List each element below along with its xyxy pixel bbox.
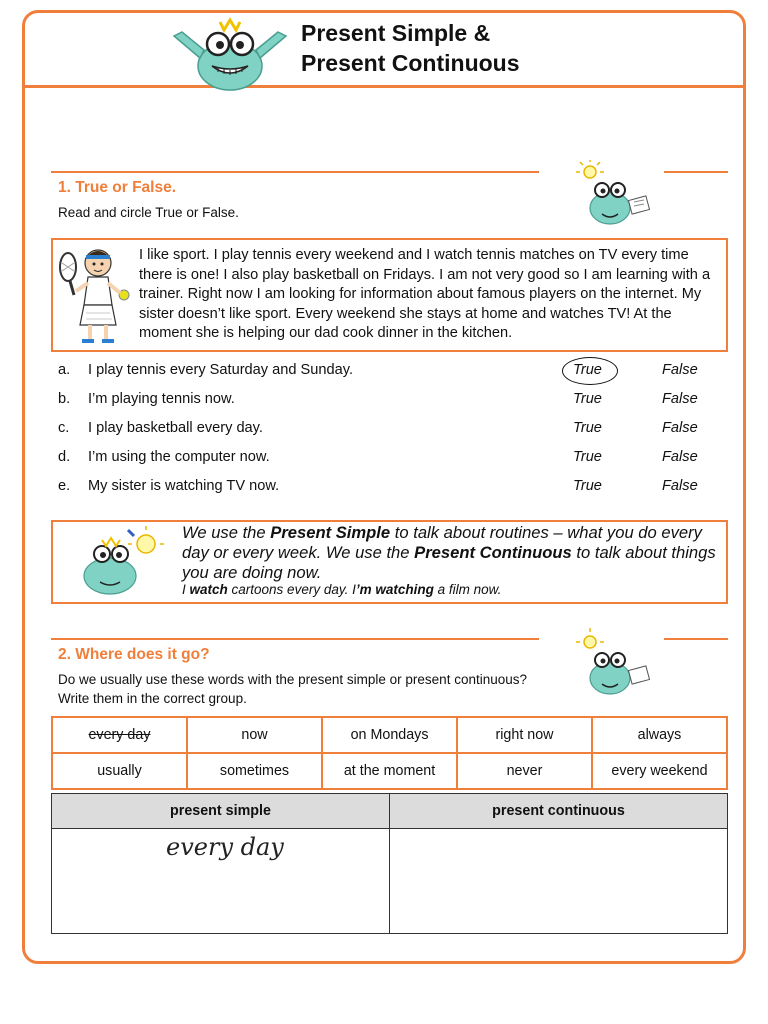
statement-row <box>58 391 728 413</box>
word-bank-table <box>51 716 728 790</box>
statement-row <box>58 420 728 442</box>
present-continuous-answer-cell[interactable] <box>390 829 728 934</box>
handwritten-answer: every day <box>166 833 284 861</box>
false-option[interactable]: False <box>662 449 698 465</box>
false-option[interactable]: False <box>662 420 698 436</box>
rule-part: We use the <box>182 523 271 542</box>
statement-letter: d. <box>58 449 71 465</box>
statement-text: I’m playing tennis now. <box>88 391 235 407</box>
word-cell: never <box>457 753 592 789</box>
true-option[interactable]: True <box>573 449 602 465</box>
true-option[interactable]: True <box>573 478 602 494</box>
word-cell: usually <box>52 753 187 789</box>
example-emphasis: ’m watching <box>355 582 434 597</box>
present-simple-answer-cell[interactable] <box>52 829 390 934</box>
grouping-table <box>51 793 728 934</box>
header-divider <box>25 85 743 88</box>
thinking-mascot-icon <box>76 526 164 598</box>
false-option[interactable]: False <box>662 391 698 407</box>
example-part: a film now. <box>433 582 502 597</box>
statement-letter: e. <box>58 478 71 494</box>
thinking-mascot-icon <box>572 628 658 698</box>
statement-text: I play tennis every Saturday and Sunday. <box>88 362 354 378</box>
rule-part: to talk about things you are doing now. <box>182 543 716 582</box>
statement-letter: c. <box>58 420 70 436</box>
statement-text: My sister is watching TV now. <box>88 478 280 494</box>
example-emphasis: watch <box>189 582 228 597</box>
section1-instruction: Read and circle True or False. <box>58 205 239 220</box>
page-title <box>301 18 520 78</box>
statement-text: I play basketball every day. <box>88 420 263 436</box>
statement-row <box>58 449 728 471</box>
word-cell: always <box>592 717 727 753</box>
title-line-2: Present Continuous <box>301 50 520 76</box>
word-cell: sometimes <box>187 753 322 789</box>
thinking-mascot-icon <box>572 160 658 228</box>
word-cell: every day <box>52 717 187 753</box>
grammar-example <box>182 582 501 597</box>
instruction-line: Write them in the correct group. <box>58 691 247 706</box>
true-option[interactable]: True <box>573 362 602 378</box>
statement-letter: b. <box>58 391 71 407</box>
statement-row <box>58 362 728 384</box>
present-continuous-header: present continuous <box>390 794 728 829</box>
title-line-1: Present Simple & <box>301 20 491 46</box>
word-cell: on Mondays <box>322 717 457 753</box>
statement-letter: a. <box>58 362 71 378</box>
story-text: I like sport. I play tennis every weekend and I watch tennis matches on TV every time there is one! I also play basketball on Fridays. I am not very good so I am learning with a trainer. Right now I am looking for information about famous players on the internet. My sister doesn’t like sport. Every weekend she stays at home and watches TV! At the moment she is helping our dad cook dinner in the kitchen. <box>139 247 711 341</box>
word-cell: every weekend <box>592 753 727 789</box>
statement-text: I’m using the computer now. <box>88 449 270 465</box>
section2-line-right <box>664 638 728 640</box>
section1-title: 1. True or False. <box>58 179 177 196</box>
grammar-rule-text <box>182 523 722 583</box>
true-option[interactable]: True <box>573 420 602 436</box>
present-simple-header: present simple <box>52 794 390 829</box>
rule-emphasis: Present Simple <box>270 523 391 542</box>
false-option[interactable]: False <box>662 478 698 494</box>
section2-line-left <box>51 638 539 640</box>
word-cell: right now <box>457 717 592 753</box>
word-cell: now <box>187 717 322 753</box>
instruction-line: Do we usually use these words with the present simple or present continuous? <box>58 672 527 687</box>
example-part: I <box>182 582 190 597</box>
word-cell: at the moment <box>322 753 457 789</box>
false-option[interactable]: False <box>662 362 698 378</box>
rule-part: to talk about routines – what you do every day or every week. We use the <box>182 523 702 562</box>
section2-instruction <box>58 670 527 708</box>
tennis-girl-icon <box>56 243 134 352</box>
section2-title: 2. Where does it go? <box>58 646 210 663</box>
example-part: cartoons every day. I <box>227 582 356 597</box>
statement-row <box>58 478 728 500</box>
rule-emphasis: Present Continuous <box>414 543 572 562</box>
section1-line-right <box>664 171 728 173</box>
monster-mascot-icon <box>168 14 292 92</box>
section1-line-left <box>51 171 539 173</box>
true-option[interactable]: True <box>573 391 602 407</box>
